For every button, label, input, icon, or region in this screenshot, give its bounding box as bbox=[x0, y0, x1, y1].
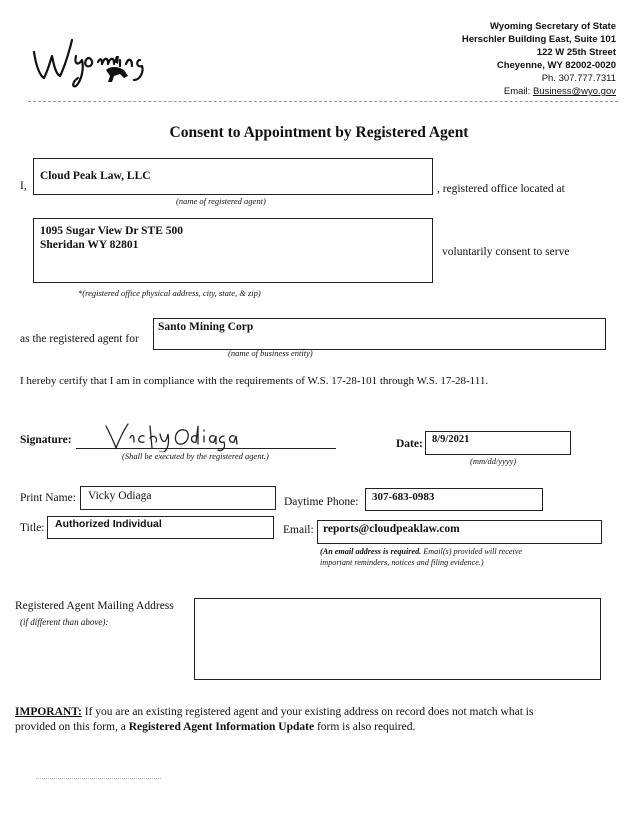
title-label: Title: bbox=[20, 522, 45, 534]
office-address-line1: Herschler Building East, Suite 101 bbox=[461, 34, 616, 45]
email-note-rest: Email(s) provided will receive bbox=[423, 547, 523, 556]
header-divider bbox=[28, 101, 618, 102]
date-label: Date: bbox=[396, 438, 423, 450]
business-entity-note: (name of business entity) bbox=[228, 348, 313, 358]
consent-text: voluntarily consent to serve bbox=[442, 246, 570, 258]
important-text2a: provided on this form, a bbox=[15, 721, 126, 733]
address-line1: 1095 Sugar View Dr STE 500 bbox=[40, 225, 184, 237]
print-name-value: Vicky Odiaga bbox=[88, 490, 152, 502]
signature-handwriting[interactable] bbox=[100, 420, 240, 452]
email-value: reports@cloudpeaklaw.com bbox=[323, 523, 460, 535]
date-note: (mm/dd/yyyy) bbox=[470, 456, 517, 466]
certify-text: I hereby certify that I am in compliance with the requirements of W.S. 17-28-101 through W.S. 17-28-111. bbox=[20, 375, 489, 387]
address-note: *(registered office physical address, city, state, & zip) bbox=[78, 288, 261, 298]
email-note-bold: (An email address is required. bbox=[320, 547, 422, 556]
logo-text bbox=[28, 26, 29, 27]
i-label: I, bbox=[20, 180, 27, 192]
wyoming-logo bbox=[28, 26, 168, 96]
office-address-block bbox=[462, 20, 616, 98]
email-note-line2: important reminders, notices and filing evidence.) bbox=[320, 558, 484, 567]
agent-name-value: Cloud Peak Law, LLC bbox=[40, 170, 151, 182]
office-email-line bbox=[462, 85, 616, 98]
agent-name-note: (name of registered agent) bbox=[176, 196, 266, 206]
signature-graphic bbox=[100, 420, 240, 452]
daytime-phone-label: Daytime Phone: bbox=[284, 496, 359, 508]
email-note bbox=[320, 546, 522, 568]
office-address-line2: 122 W 25th Street bbox=[536, 47, 616, 58]
mailing-note: (if different than above): bbox=[20, 617, 109, 627]
important-label: IMPORANT: bbox=[15, 706, 82, 718]
date-value: 8/9/2021 bbox=[432, 434, 470, 445]
office-phone: Ph. 307.777.7311 bbox=[541, 73, 616, 84]
office-email-link[interactable]: Business@wyo.gov bbox=[532, 86, 616, 97]
daytime-phone-value: 307-683-0983 bbox=[372, 491, 435, 503]
important-text1: If you are an existing registered agent and your existing address on record does not match what is bbox=[84, 706, 534, 718]
important-text2b: form is also required. bbox=[316, 721, 416, 733]
footer-mark bbox=[36, 778, 161, 779]
signature-value bbox=[100, 420, 101, 421]
form-title: Consent to Appointment by Registered Agent bbox=[169, 124, 469, 141]
office-city-state-zip: Cheyenne, WY 82002-0020 bbox=[496, 60, 616, 71]
important-notice bbox=[15, 705, 615, 735]
wyoming-logo-graphic bbox=[28, 26, 168, 96]
agent-for-label: as the registered agent for bbox=[20, 333, 139, 345]
print-name-label: Print Name: bbox=[20, 492, 76, 504]
email-label: Email: bbox=[283, 524, 314, 536]
signature-note: (Shall be executed by the registered agent.) bbox=[122, 451, 269, 461]
office-located-text: , registered office located at bbox=[437, 183, 565, 195]
title-value: Authorized Individual bbox=[55, 518, 162, 530]
office-email-label: Email: bbox=[503, 86, 531, 97]
mailing-label: Registered Agent Mailing Address bbox=[15, 600, 174, 612]
signature-label: Signature: bbox=[20, 434, 72, 446]
important-text2-bold: Registered Agent Information Update bbox=[128, 721, 315, 733]
office-name: Wyoming Secretary of State bbox=[489, 21, 616, 32]
address-line2: Sheridan WY 82801 bbox=[40, 239, 139, 251]
business-entity-value: Santo Mining Corp bbox=[158, 321, 254, 333]
mailing-address-field[interactable] bbox=[194, 598, 601, 680]
